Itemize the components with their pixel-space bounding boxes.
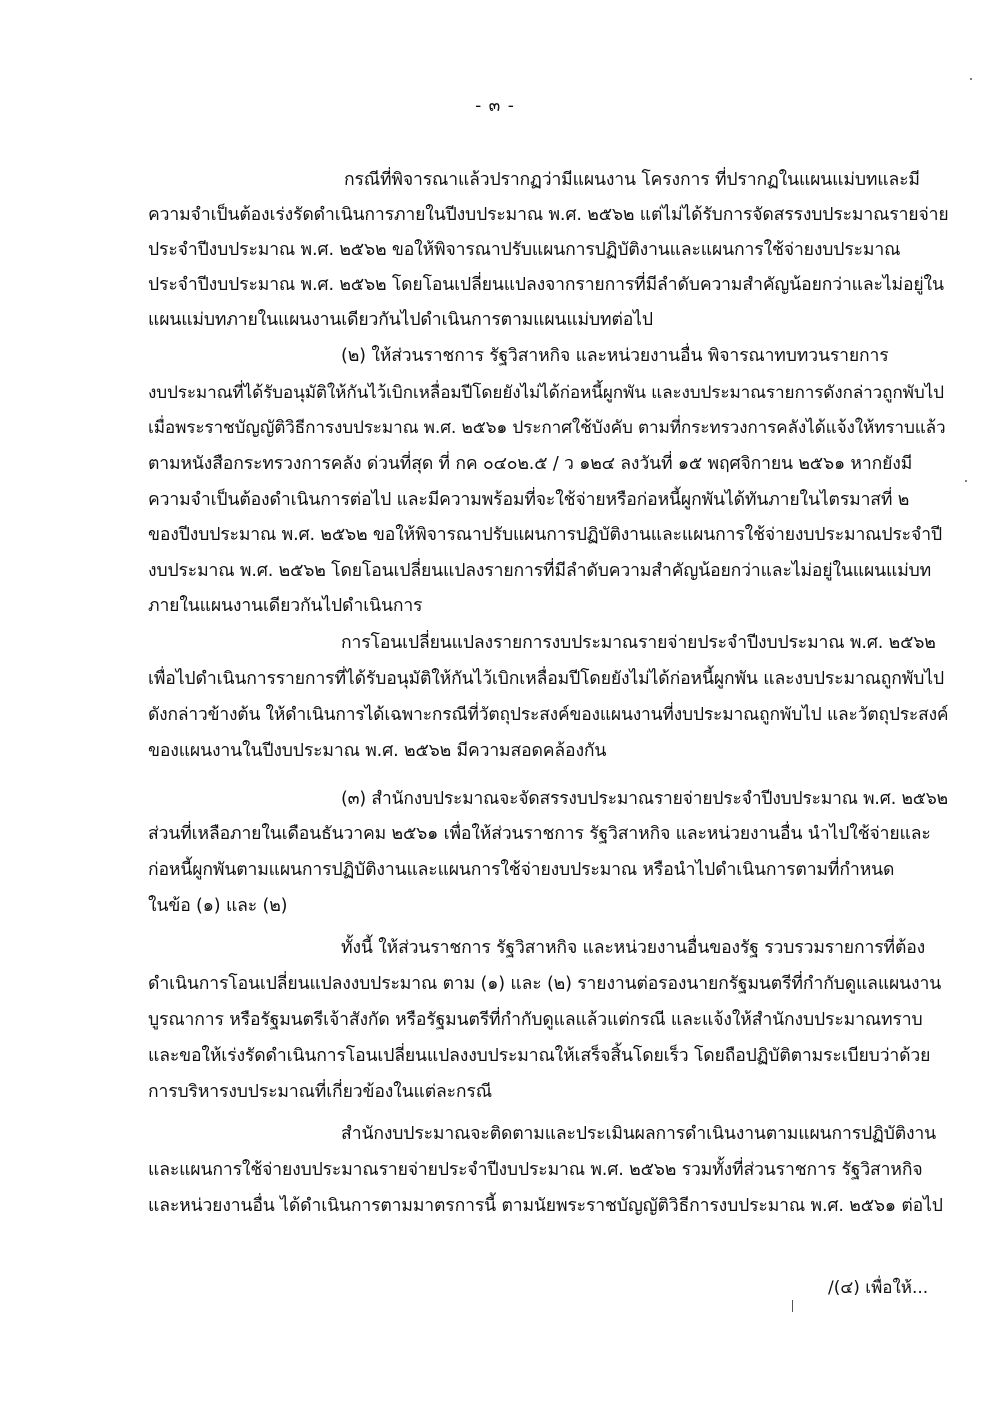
paragraph-line: ในข้อ (๑) และ (๒): [148, 896, 288, 916]
page-number: - ๓ -: [475, 96, 515, 116]
paragraph-line: (๓) สำนักงบประมาณจะจัดสรรงบประมาณรายจ่ายประจำปีงบประมาณ พ.ศ. ๒๕๖๒: [341, 789, 948, 809]
paragraph-line: ภายในแผนงานเดียวกันไปดำเนินการ: [148, 596, 423, 616]
paragraph-line: บูรณาการ หรือรัฐมนตรีเจ้าสังกัด หรือรัฐมนตรีที่กำกับดูแลแล้วแต่กรณี และแจ้งให้สำนักงบประมาณทราบ: [148, 1010, 923, 1030]
scan-speck: [970, 78, 972, 80]
paragraph-line: ของปีงบประมาณ พ.ศ. ๒๕๖๒ ขอให้พิจารณาปรับแผนการปฏิบัติงานและแผนการใช้จ่ายงบประมาณประจำปี: [148, 525, 943, 545]
continuation-reference: /(๔) เพื่อให้...: [828, 1278, 929, 1298]
paragraph-line: ประจำปีงบประมาณ พ.ศ. ๒๕๖๒ โดยโอนเปลี่ยนแปลงจากรายการที่มีลำดับความสำคัญน้อยกว่าและไม่อยู่ใน: [148, 275, 944, 295]
paragraph-line: ประจำปีงบประมาณ พ.ศ. ๒๕๖๒ ขอให้พิจารณาปรับแผนการปฏิบัติงานและแผนการใช้จ่ายงบประมาณ: [148, 240, 901, 260]
paragraph-line: ของแผนงานในปีงบประมาณ พ.ศ. ๒๕๖๒ มีความสอดคล้องกัน: [148, 741, 607, 761]
paragraph-line: กรณีที่พิจารณาแล้วปรากฏว่ามีแผนงาน โครงการ ที่ปรากฏในแผนแม่บทและมี: [344, 170, 920, 190]
paragraph-line: และหน่วยงานอื่น ได้ดำเนินการตามมาตรการนี้ ตามนัยพระราชบัญญัติวิธีการงบประมาณ พ.ศ. ๒๕๖๑ ต่อไป: [148, 1196, 943, 1216]
paragraph-line: สำนักงบประมาณจะติดตามและประเมินผลการดำเนินงานตามแผนการปฏิบัติงาน: [341, 1124, 937, 1144]
paragraph-line: การโอนเปลี่ยนแปลงรายการงบประมาณรายจ่ายประจำปีงบประมาณ พ.ศ. ๒๕๖๒: [341, 633, 936, 653]
paragraph-line: การบริหารงบประมาณที่เกี่ยวข้องในแต่ละกรณี: [148, 1082, 492, 1102]
paragraph-line: ก่อหนี้ผูกพันตามแผนการปฏิบัติงานและแผนการใช้จ่ายงบประมาณ หรือนำไปดำเนินการตามที่กำหนด: [148, 860, 895, 880]
paragraph-line: แผนแม่บทภายในแผนงานเดียวกันไปดำเนินการตามแผนแม่บทต่อไป: [148, 310, 653, 330]
paragraph-line: และแผนการใช้จ่ายงบประมาณรายจ่ายประจำปีงบประมาณ พ.ศ. ๒๕๖๒ รวมทั้งที่ส่วนราชการ รัฐวิสาหกิจ: [148, 1160, 923, 1180]
paragraph-line: (๒) ให้ส่วนราชการ รัฐวิสาหกิจ และหน่วยงานอื่น พิจารณาทบทวนรายการ: [341, 346, 889, 366]
scan-speck: [792, 1300, 793, 1312]
paragraph-line: ตามหนังสือกระทรวงการคลัง ด่วนที่สุด ที่ กค ๐๔๐๒.๕ / ว ๑๒๔ ลงวันที่ ๑๕ พฤศจิกายน ๒๕๖๑ หากยังมี: [148, 454, 913, 474]
paragraph-line: เพื่อไปดำเนินการรายการที่ได้รับอนุมัติให้กันไว้เบิกเหลื่อมปีโดยยังไม่ได้ก่อหนี้ผูกพัน และงบประมาณถูกพับไป: [148, 669, 944, 689]
paragraph-line: เมื่อพระราชบัญญัติวิธีการงบประมาณ พ.ศ. ๒๕๖๑ ประกาศใช้บังคับ ตามที่กระทรวงการคลังได้แจ้งให้ทราบแล้ว: [148, 418, 946, 438]
scan-speck: [965, 480, 967, 482]
paragraph-line: งบประมาณที่ได้รับอนุมัติให้กันไว้เบิกเหลื่อมปีโดยยังไม่ได้ก่อหนี้ผูกพัน และงบประมาณรายการดังกล่าวถูกพับไป: [148, 383, 944, 403]
paragraph-line: ความจำเป็นต้องเร่งรัดดำเนินการภายในปีงบประมาณ พ.ศ. ๒๕๖๒ แต่ไม่ได้รับการจัดสรรงบประมาณรายจ่าย: [148, 205, 949, 225]
paragraph-line: ส่วนที่เหลือภายในเดือนธันวาคม ๒๕๖๑ เพื่อให้ส่วนราชการ รัฐวิสาหกิจ และหน่วยงานอื่น นำไปใช้จ่ายและ: [148, 824, 931, 844]
paragraph-line: ความจำเป็นต้องดำเนินการต่อไป และมีความพร้อมที่จะใช้จ่ายหรือก่อหนี้ผูกพันได้ทันภายในไตรมาสที่ ๒: [148, 490, 910, 510]
paragraph-line: ดังกล่าวข้างต้น ให้ดำเนินการได้เฉพาะกรณีที่วัตถุประสงค์ของแผนงานที่งบประมาณถูกพับไป และวัตถุประสงค์: [148, 705, 949, 725]
paragraph-line: และขอให้เร่งรัดดำเนินการโอนเปลี่ยนแปลงงบประมาณให้เสร็จสิ้นโดยเร็ว โดยถือปฏิบัติตามระเบียบว่าด้วย: [148, 1046, 931, 1066]
paragraph-line: ทั้งนี้ ให้ส่วนราชการ รัฐวิสาหกิจ และหน่วยงานอื่นของรัฐ รวบรวมรายการที่ต้อง: [341, 938, 926, 958]
paragraph-line: ดำเนินการโอนเปลี่ยนแปลงงบประมาณ ตาม (๑) และ (๒) รายงานต่อรองนายกรัฐมนตรีที่กำกับดูแลแผนงาน: [148, 974, 942, 994]
paragraph-line: งบประมาณ พ.ศ. ๒๕๖๒ โดยโอนเปลี่ยนแปลงรายการที่มีลำดับความสำคัญน้อยกว่าและไม่อยู่ในแผนแม่บท: [148, 561, 932, 581]
